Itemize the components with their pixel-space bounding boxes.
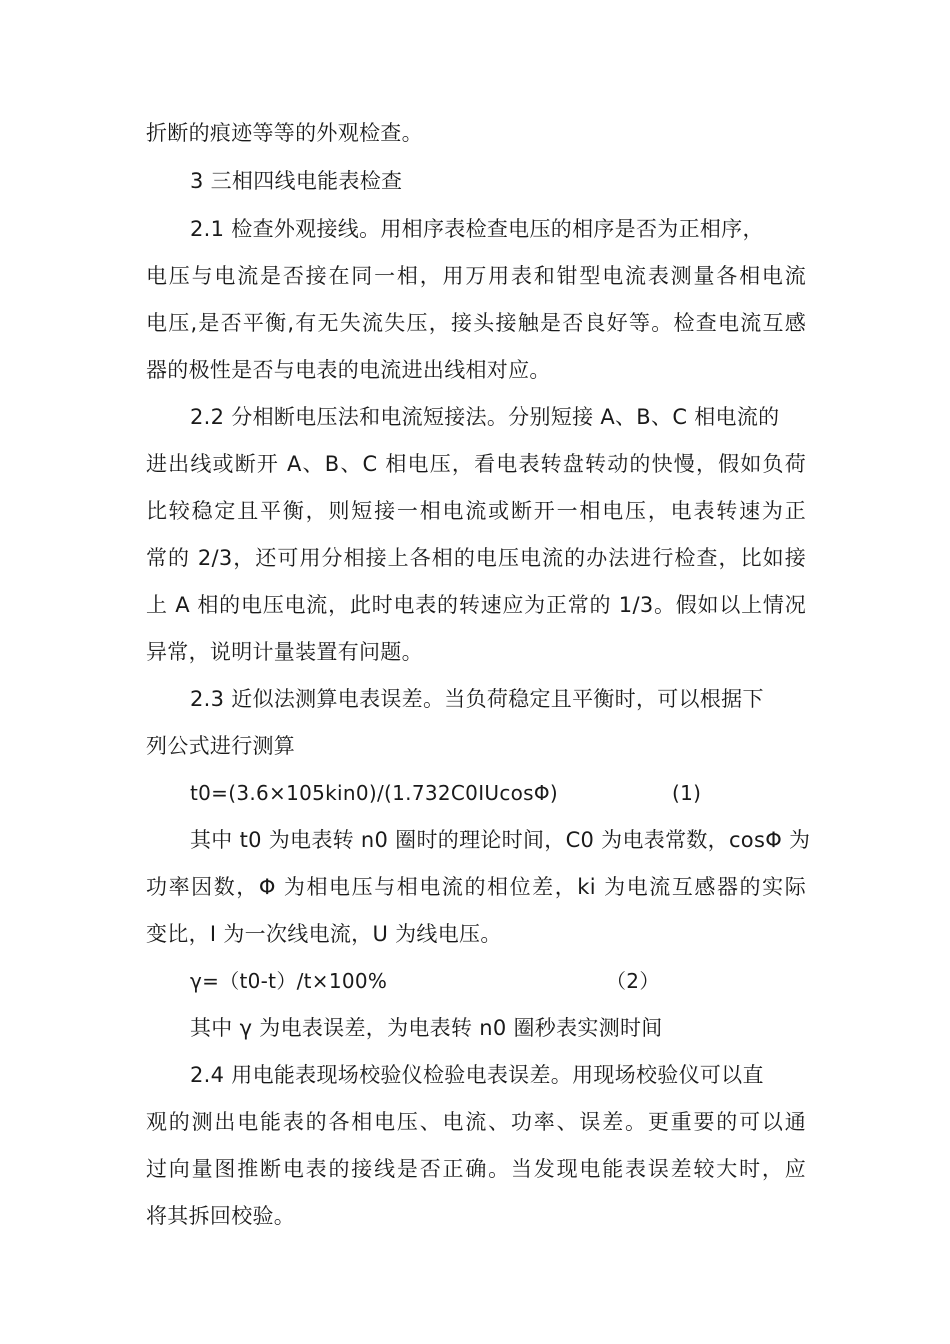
paragraph-line: 2.4 用电能表现场校验仪检验电表误差。用现场校验仪可以直: [190, 1063, 764, 1087]
paragraph-line: 异常，说明计量装置有问题。: [146, 640, 423, 664]
paragraph-line: 其中 γ 为电表误差，为电表转 n0 圈秒表实测时间: [190, 1016, 663, 1040]
paragraph-line: 变比，I 为一次线电流，U 为线电压。: [146, 922, 502, 946]
paragraph-line: 比较稳定且平衡，则短接一相电流或断开一相电压，电表转速为正: [146, 499, 806, 523]
paragraph-line: 电压与电流是否接在同一相，用万用表和钳型电流表测量各相电流: [146, 264, 806, 288]
equation-number-2: （2）: [606, 969, 660, 993]
equation-2: γ=（t0-t）/t×100%: [190, 969, 388, 993]
paragraph-line: 列公式进行测算: [146, 734, 296, 758]
paragraph-line: 其中 t0 为电表转 n0 圈时的理论时间，C0 为电表常数，cosΦ 为: [190, 828, 811, 852]
paragraph-line: 电压,是否平衡,有无失流失压，接头接触是否良好等。检查电流互感: [146, 311, 806, 335]
paragraph-line: 器的极性是否与电表的电流进出线相对应。: [146, 358, 551, 382]
equation-number-1: (1): [672, 781, 702, 805]
paragraph-line: 2.2 分相断电压法和电流短接法。分别短接 A、B、C 相电流的: [190, 405, 780, 429]
paragraph-line: 2.3 近似法测算电表误差。当负荷稳定且平衡时，可以根据下: [190, 687, 764, 711]
paragraph-line: 观的测出电能表的各相电压、电流、功率、误差。更重要的可以通: [146, 1110, 806, 1134]
paragraph-line: 功率因数，Φ 为相电压与相电流的相位差，ki 为电流互感器的实际: [146, 875, 806, 899]
section-heading: 3 三相四线电能表检查: [190, 169, 403, 193]
paragraph-line: 上 A 相的电压电流，此时电表的转速应为正常的 1/3。假如以上情况: [146, 593, 806, 617]
paragraph-line: 过向量图推断电表的接线是否正确。当发现电能表误差较大时，应: [146, 1157, 806, 1181]
paragraph-line: 将其拆回校验。: [146, 1204, 296, 1228]
equation-1: t0=(3.6×105kin0)/(1.732C0IUcosΦ): [190, 781, 559, 805]
paragraph-line: 2.1 检查外观接线。用相序表检查电压的相序是否为正相序，: [190, 217, 764, 241]
paragraph-line: 常的 2/3，还可用分相接上各相的电压电流的办法进行检查，比如接: [146, 546, 806, 570]
paragraph-line: 进出线或断开 A、B、C 相电压，看电表转盘转动的快慢，假如负荷: [146, 452, 806, 476]
paragraph-line: 折断的痕迹等等的外观检查。: [146, 121, 423, 145]
